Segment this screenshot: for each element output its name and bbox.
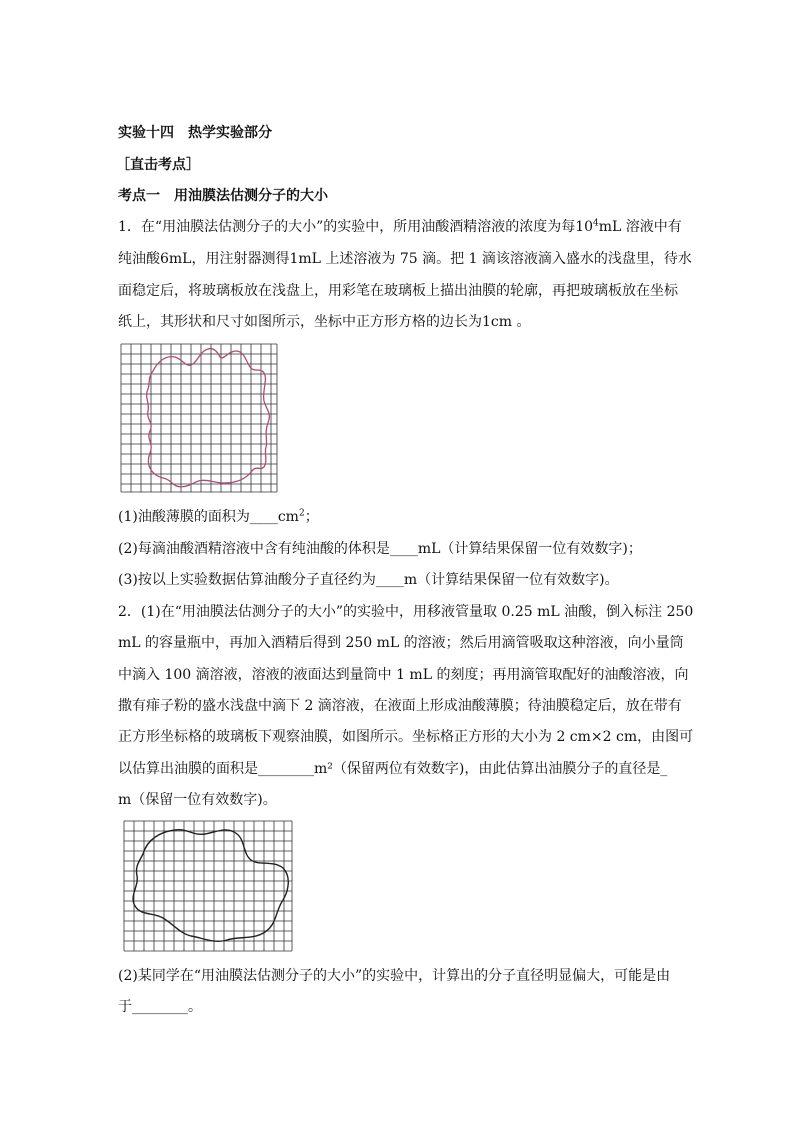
q2-sub-2-line-2: 于________。 <box>118 999 202 1015</box>
q1-sub-1-text-a: (1)油酸薄膜的面积为____cm <box>118 509 299 525</box>
q1-line-1-superscript: 4 <box>593 218 599 229</box>
q1-line-1 <box>118 218 682 236</box>
oil-film-figure-1 <box>120 343 278 493</box>
q2-line-3: 中滴入 100 滴溶液，溶液的液面达到量筒中 1 mL 的刻度；再用滴管取配好的油酸溶液，向 <box>118 667 689 683</box>
q1-sub-2: (2)每滴油酸酒精溶液中含有纯油酸的体积是____mL（计算结果保留一位有效数字)； <box>118 541 642 557</box>
topic-title: 考点一 用油膜法估测分子的大小 <box>118 188 328 204</box>
q2-line-1: 2．(1)在“用油膜法估测分子的大小”的实验中，用移液管量取 0.25 mL 油酸，倒入标注 250 <box>118 604 694 620</box>
q1-line-2: 纯油酸6mL，用注射器测得1mL 上述溶液为 75 滴。把 1 滴该溶液滴入盛水的浅盘里，待水 <box>118 251 692 267</box>
oil-film-outline-2 <box>133 830 288 942</box>
section-heading: 实验十四 热学实验部分 <box>118 125 272 141</box>
q1-sub-1-superscript: 2 <box>298 508 305 519</box>
q2-line-4: 撒有痱子粉的盛水浅盘中滴下 2 滴溶液，在液面上形成油酸薄膜；待油膜稳定后，放在带有 <box>118 698 682 714</box>
oil-film-figure-2 <box>123 820 293 952</box>
q1-sub-1 <box>118 508 319 526</box>
q2-line-5: 正方形坐标格的玻璃板下观察油膜，如图所示。坐标格正方形的大小为 2 cm×2 cm，由图可 <box>118 729 694 745</box>
q1-line-1-text-b: mL 溶液中有 <box>598 219 682 235</box>
q1-sub-1-text-b: ； <box>304 509 319 525</box>
q1-line-1-text-a: 1．在“用油膜法估测分子的大小”的实验中，所用油酸酒精溶液的浓度为每10 <box>118 219 594 235</box>
q2-line-7: m（保留一位有效数字)。 <box>118 792 277 808</box>
q2-line-6: 以估算出油膜的面积是________m²（保留两位有效数字)，由此估算出油膜分子的直径是_ <box>118 761 668 777</box>
q2-sub-2-line-1: (2)某同学在“用油膜法估测分子的大小”的实验中，计算出的分子直径明显偏大，可能是由 <box>118 968 671 984</box>
q1-sub-3: (3)按以上实验数据估算油酸分子直径约为____m（计算结果保留一位有效数字)。 <box>118 572 619 588</box>
q1-line-4: 纸上，其形状和尺寸如图所示，坐标中正方形方格的边长为1cm 。 <box>118 314 531 330</box>
q2-line-2: mL 的容量瓶中，再加入酒精后得到 250 mL 的溶液；然后用滴管吸取这种溶液，向小量筒 <box>118 635 684 651</box>
q1-line-3: 面稳定后，将玻璃板放在浅盘上，用彩笔在玻璃板上描出油膜的轮廓，再把玻璃板放在坐标 <box>118 283 678 299</box>
section-bracket-label: ［直击考点］ <box>116 157 200 173</box>
